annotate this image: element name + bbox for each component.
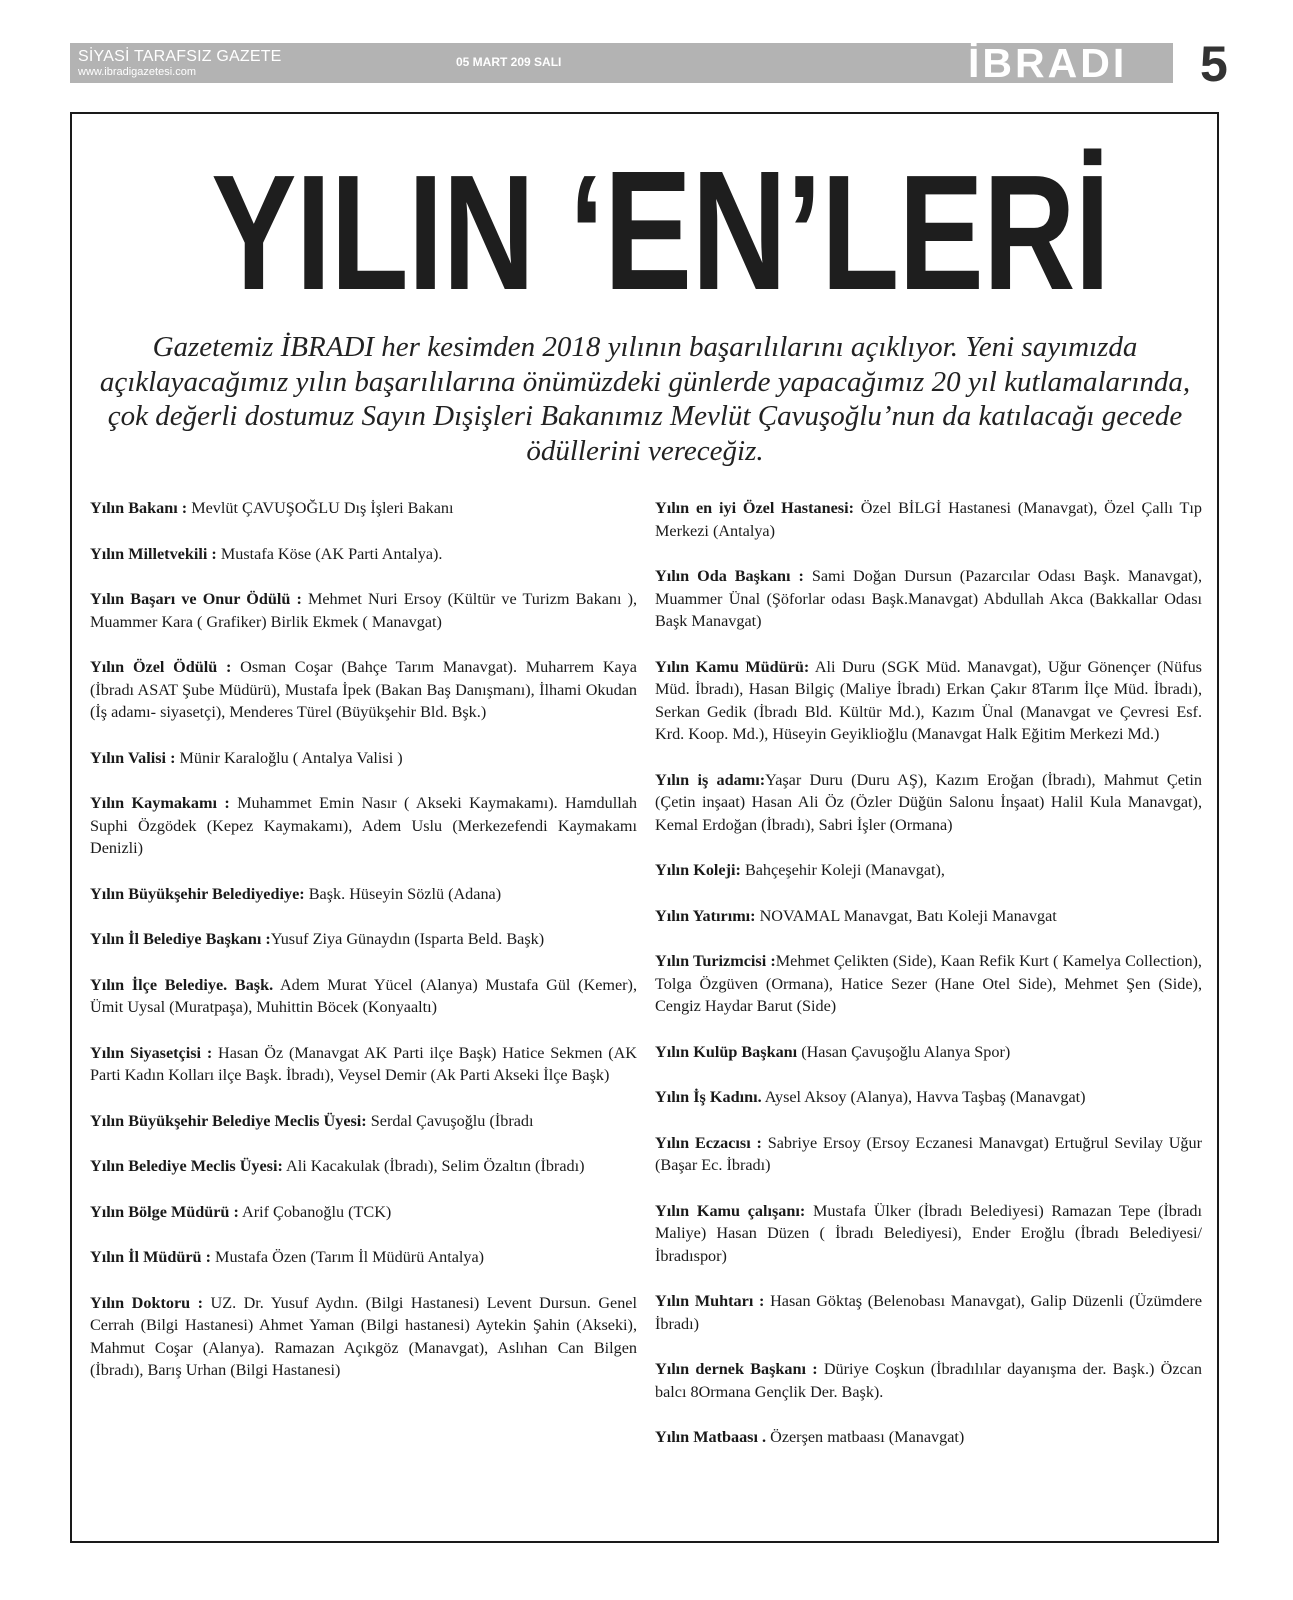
award-recipients: UZ. Dr. Yusuf Aydın. (Bilgi Hastanesi) Levent Dursun. Genel Cerrah (Bilgi Hastanesi) Ahmet Yaman (Bilgi hastanesi) Aytekin Şahin (Akseki), Mahmut Coşar (Alanya). Ramazan Açıkgöz (Manavgat), Aslıhan Can Bilgen (İbradı), Barış Urhan (Bilgi Hastanesi) (90, 1293, 637, 1379)
award-entry (655, 1290, 1202, 1335)
award-entry (90, 543, 637, 566)
award-recipients: Bahçeşehir Koleji (Manavgat), (740, 861, 945, 879)
award-recipients: Sami Doğan Dursun (Pazarcılar Odası Başk. Manavgat), Muammer Ünal (Şöforlar odası Başk.Manavgat) Abdullah Akca (Bakkallar Odası Başk Manavgat) (655, 567, 1202, 630)
award-recipients: Muhammet Emin Nasır ( Akseki Kaymakamı). Hamdullah Suphi Özgödek (Kepez Kaymakamı), Adem Uslu (Merkezefendi Kaymakamı Denizli) (90, 794, 637, 857)
award-title: Yılın Belediye Meclis Üyesi: (90, 1157, 283, 1175)
award-recipients: Adem Murat Yücel (Alanya) Mustafa Gül (Kemer), Ümit Uysal (Muratpaşa), Muhittin Böcek (Konyaaltı) (90, 975, 637, 1016)
award-title: Yılın Siyasetçisi : (90, 1043, 213, 1062)
publication-tagline: SİYASİ TARAFSIZ GAZETE (78, 48, 282, 65)
award-entry (655, 1086, 1202, 1109)
award-entry (655, 1358, 1202, 1403)
award-title: Yılın Yatırımı: (655, 906, 756, 925)
award-title: Yılın Özel Ödülü : (90, 658, 232, 676)
award-recipients: Hasan Öz (Manavgat AK Parti ilçe Başk) Hatice Sekmen (AK Parti Kadın Kolları ilçe Başk. İbradı), Veysel Demir (Ak Parti Akseki İlçe Başk) (90, 1043, 637, 1084)
award-entry (90, 656, 637, 724)
award-entry (90, 974, 637, 1019)
award-entry (655, 1200, 1202, 1268)
award-title: Yılın Oda Başkanı : (655, 567, 804, 585)
award-title: Yılın Doktoru : (90, 1293, 204, 1312)
award-recipients: Mevlüt ÇAVUŞOĞLU Dış İşleri Bakanı (187, 499, 454, 517)
award-title: Yılın en iyi Özel Hastanesi: (655, 499, 854, 517)
award-entry (90, 1155, 637, 1178)
award-title: Yılın Milletvekili : (90, 544, 217, 563)
left-column (90, 497, 637, 1382)
award-recipients: Özel BİLGİ Hastanesi (Manavgat), Özel Çallı Tıp Merkezi (Antalya) (655, 499, 1202, 540)
award-entry (90, 497, 637, 520)
award-recipients: Ali Duru (SGK Müd. Manavgat), Uğur Gönençer (Nüfus Müd. İbradı), Hasan Bilgiç (Maliye İbradı) Erkan Çakır 8Tarım İlçe Müd. İbradı), Serkan Gedik (İbradı Bld. Kültür Md.), Kazım Ünal (Manavgat ve Çevresi Esf. Krd. Koop. Md.), Hüseyin Geyiklioğlu (Manavgat Halk Eğitim Merkezi Md.) (655, 657, 1202, 743)
award-title: Yılın Bölge Müdürü : (90, 1202, 239, 1221)
award-entry (655, 565, 1202, 633)
award-entry (90, 792, 637, 860)
headline-part-1: YILIN ‘ (211, 141, 604, 324)
award-entry (90, 747, 637, 770)
award-title: Yılın dernek Başkanı : (655, 1360, 818, 1378)
award-recipients: Sabriye Ersoy (Ersoy Eczanesi Manavgat) Ertuğrul Sevilay Uğur (Başar Ec. İbradı) (655, 1133, 1202, 1174)
award-recipients: Münir Karaloğlu ( Antalya Valisi ) (175, 748, 403, 767)
award-title: Yılın iş adamı: (655, 770, 766, 789)
award-title: Yılın Muhtarı : (655, 1292, 765, 1310)
award-title: Yılın Turizmcisi : (655, 952, 776, 970)
headline-part-2: ’LERİ (786, 141, 1110, 324)
award-recipients: NOVAMAL Manavgat, Batı Koleji Manavgat (755, 906, 1057, 925)
award-recipients: Osman Coşar (Bahçe Tarım Manavgat). Muharrem Kaya (İbradı ASAT Şube Müdürü), Mustafa İpek (Bakan Baş Danışmanı), İlhami Okudan (İş adamı- siyasetçi), Menderes Türel (Büyükşehir Bld. Bşk.) (90, 658, 637, 721)
award-recipients: Düriye Coşkun (İbradılılar dayanışma der. Başk.) Özcan balcı 8Ormana Gençlik Der. Başk). (655, 1360, 1202, 1401)
award-title: Yılın İl Müdürü : (90, 1248, 211, 1266)
award-recipients: (Hasan Çavuşoğlu Alanya Spor) (797, 1042, 1011, 1061)
award-recipients: Mustafa Özen (Tarım İl Müdürü Antalya) (211, 1248, 485, 1266)
award-title: Yılın Kulüp Başkanı (655, 1042, 798, 1061)
award-recipients: Arif Çobanoğlu (TCK) (238, 1202, 392, 1221)
award-entry (90, 928, 637, 951)
award-recipients: Hasan Göktaş (Belenobası Manavgat), Galip Düzenli (Üzümdere İbradı) (655, 1292, 1202, 1333)
award-entry (90, 1110, 637, 1133)
award-entry (655, 905, 1202, 928)
award-entry (655, 1132, 1202, 1177)
award-title: Yılın Kamu Müdürü: (655, 657, 810, 676)
award-recipients: Mehmet Nuri Ersoy (Kültür ve Turizm Bakanı ), Muammer Kara ( Grafiker) Birlik Ekmek ( Manavgat) (90, 590, 638, 631)
award-entry (90, 1292, 637, 1382)
award-title: Yılın İlçe Belediye. Başk. (90, 975, 274, 994)
award-title: Yılın İş Kadını. (655, 1088, 762, 1106)
award-title: Yılın Matbaası . (655, 1428, 767, 1446)
award-entry (655, 859, 1202, 882)
award-title: Yılın Eczacısı : (655, 1133, 762, 1152)
award-entry (655, 497, 1202, 542)
award-recipients: Yusuf Ziya Günaydın (Isparta Beld. Başk) (270, 930, 545, 948)
award-entry (655, 656, 1202, 746)
headline (211, 136, 1110, 326)
award-title: Yılın Valisi : (90, 748, 176, 767)
award-title: Yılın Kamu çalışanı: (655, 1201, 806, 1220)
award-title: Yılın Kaymakamı : (90, 794, 230, 812)
award-recipients: Mustafa Köse (AK Parti Antalya). (216, 544, 443, 563)
award-entry (655, 950, 1202, 1018)
award-entry (655, 1426, 1202, 1449)
award-title: Yılın Büyükşehir Belediyediye: (90, 884, 305, 903)
award-recipients: Mustafa Ülker (İbradı Belediyesi) Ramazan Tepe (İbradı Maliye) Hasan Düzen ( İbradı Belediyesi), Ender Eroğlu (İbradı Belediyesi/İbradıspor) (655, 1201, 1202, 1265)
award-entry (90, 1201, 637, 1224)
award-entry (655, 769, 1202, 837)
award-recipients: Özerşen matbaası (Manavgat) (766, 1428, 965, 1446)
award-entry (90, 588, 637, 633)
award-entry (90, 883, 637, 906)
award-entry (90, 1246, 637, 1269)
award-recipients: Ali Kacakulak (İbradı), Selim Özaltın (İbradı) (282, 1157, 585, 1175)
award-recipients: Mehmet Çelikten (Side), Kaan Refik Kurt ( Kamelya Collection), Tolga Özgüven (Ormana), Hatice Sezer (Hane Otel Side), Mehmet Şen (Side), Cengiz Haydar Barut (Side) (655, 952, 1202, 1015)
award-title: Yılın İl Belediye Başkanı : (90, 930, 271, 948)
headline-emphasis: EN (603, 136, 787, 326)
award-entry (90, 1042, 637, 1087)
award-title: Yılın Bakanı : (90, 499, 188, 517)
right-column (655, 497, 1202, 1449)
award-title: Yılın Koleji: (655, 861, 741, 879)
award-entry (655, 1041, 1202, 1064)
award-recipients: Aysel Aksoy (Alanya), Havva Taşbaş (Manavgat) (761, 1088, 1086, 1106)
award-title: Yılın Başarı ve Onur Ödülü : (90, 590, 302, 608)
issue-date: 05 MART 209 SALI (456, 55, 562, 69)
lead-paragraph: Gazetemiz İBRADI her kesimden 2018 yılının başarılılarını açıklıyor. Yeni sayımızda açıklayacağımız yılın başarılılarına önümüzdeki günlerde yapacağımız 20 yıl kutlamalarında, çok değerli dostumuz Sayın Dışişleri Bakanımız Mevlüt Çavuşoğlu’nun da katılacağı gecede ödüllerini vereceğiz. (99, 331, 1191, 467)
award-title: Yılın Büyükşehir Belediye Meclis Üyesi: (90, 1111, 367, 1130)
publication-website: www.ibradigazetesi.com (78, 66, 196, 78)
award-recipients: Yaşar Duru (Duru AŞ), Kazım Eroğan (İbradı), Mahmut Çetin (Çetin inşaat) Hasan Ali Öz (Özler Düğün Salonu İnşaat) Halil Kula Manavgat), Kemal Erdoğan (İbradı), Sabri İşler (Ormana) (655, 770, 1202, 834)
masthead-logo: İBRADI (968, 40, 1128, 86)
award-recipients: Serdal Çavuşoğlu (İbradı (366, 1111, 534, 1130)
page-number: 5 (1200, 36, 1228, 92)
award-recipients: Başk. Hüseyin Sözlü (Adana) (304, 884, 502, 903)
